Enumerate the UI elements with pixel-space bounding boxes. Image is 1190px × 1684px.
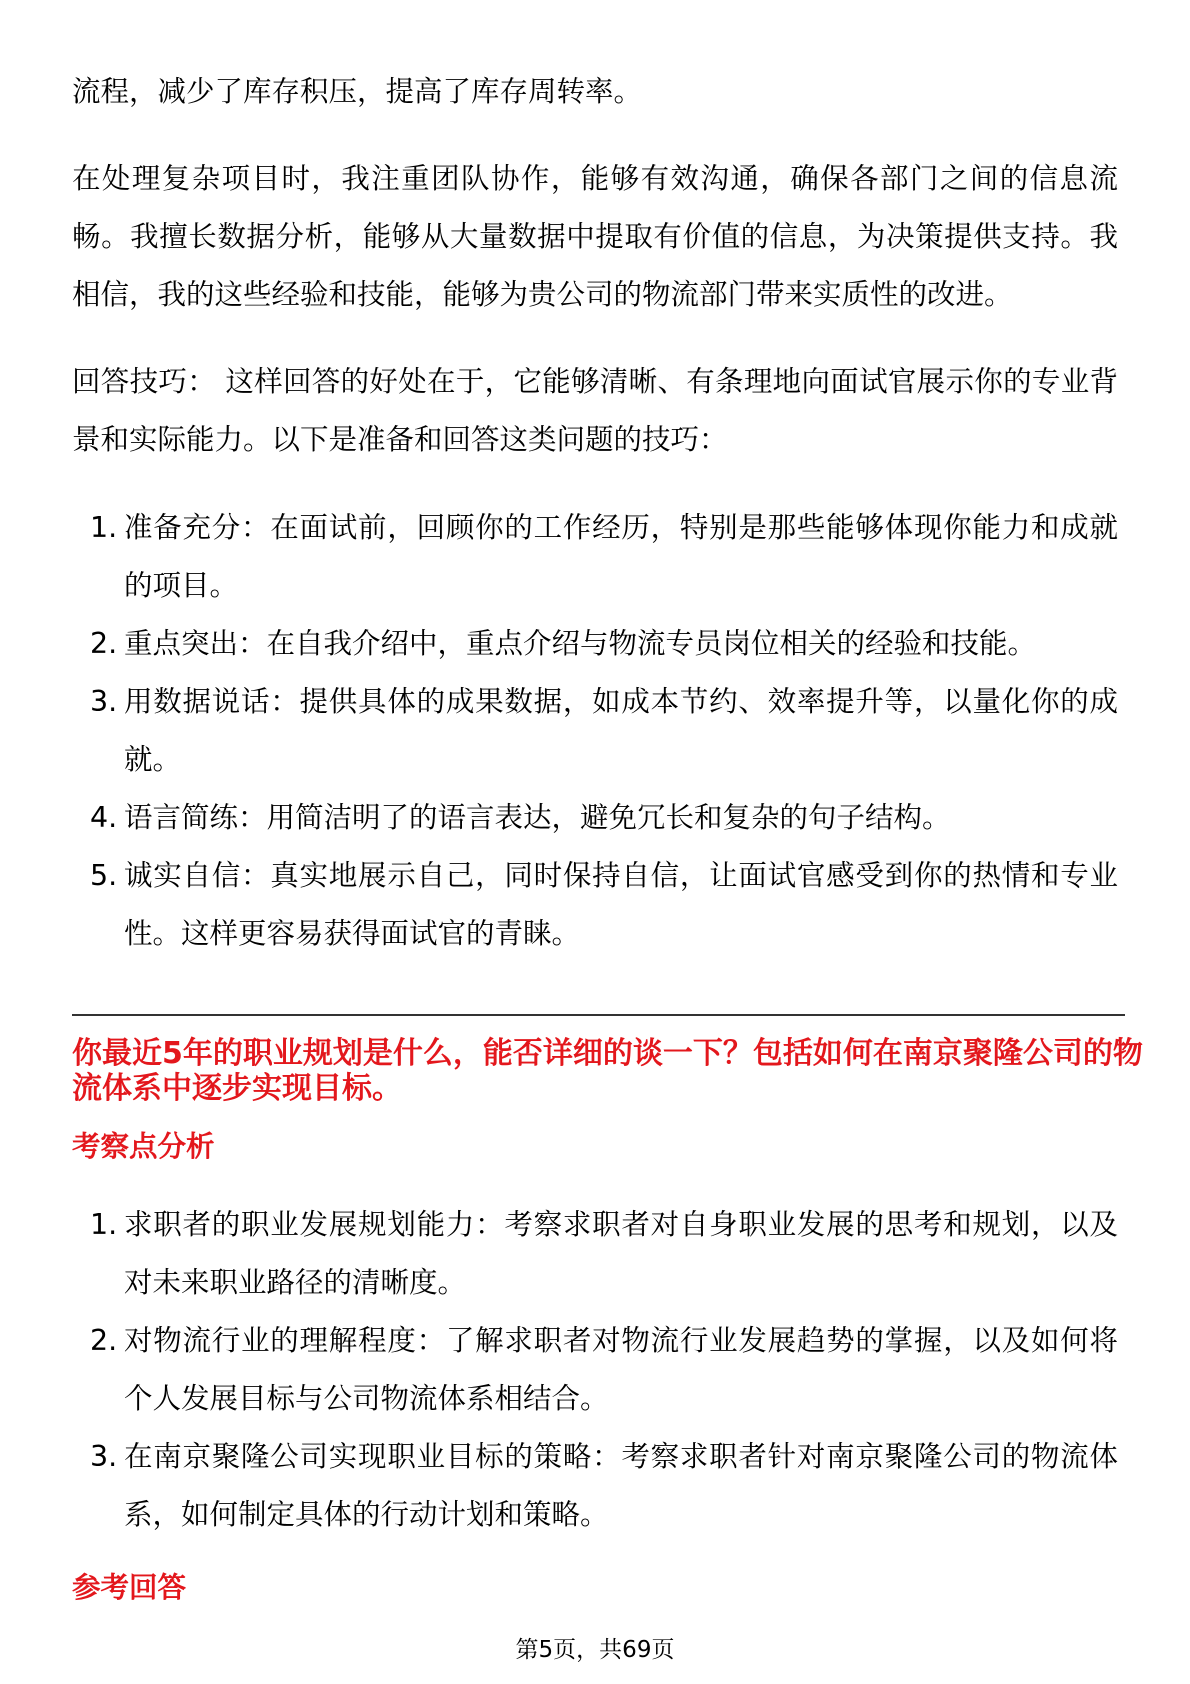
analysis-points-list — [90, 1196, 1118, 1544]
list-item — [90, 1428, 1118, 1544]
list-item-text — [124, 847, 1118, 963]
list-item-line: 的项目。 — [124, 569, 239, 602]
list-item-number: 5. — [90, 859, 118, 892]
list-item-line: 对物流行业的理解程度：了解求职者对物流行业发展趋势的掌握，以及如何将 — [124, 1324, 1118, 1357]
list-item-text — [124, 1196, 1118, 1312]
list-item-line: 求职者的职业发展规划能力：考察求职者对自身职业发展的思考和规划，以及 — [124, 1208, 1118, 1241]
list-item-text — [124, 499, 1118, 615]
list-item — [90, 673, 1118, 789]
list-item-line: 准备充分：在面试前，回顾你的工作经历，特别是那些能够体现你能力和成就 — [124, 511, 1118, 544]
list-item — [90, 789, 1118, 847]
paragraph-line: 畅。我擅长数据分析，能够从大量数据中提取有价值的信息，为决策提供支持。我 — [72, 220, 1118, 253]
analysis-heading: 考察点分析 — [72, 1130, 215, 1163]
list-item-line: 重点突出：在自我介绍中，重点介绍与物流专员岗位相关的经验和技能。 — [124, 627, 1037, 660]
paragraph-line: 回答技巧： 这样回答的好处在于，它能够清晰、有条理地向面试官展示你的专业背 — [72, 365, 1118, 398]
list-item-line: 诚实自信：真实地展示自己，同时保持自信，让面试官感受到你的热情和专业 — [124, 859, 1118, 892]
page-number: 第5页，共69页 — [515, 1637, 675, 1663]
list-item-text — [124, 673, 1118, 789]
list-item-number: 1. — [90, 511, 118, 544]
list-item-line: 性。这样更容易获得面试官的青睐。 — [124, 917, 581, 950]
list-item-number: 1. — [90, 1208, 118, 1241]
paragraph-line: 景和实际能力。以下是准备和回答这类问题的技巧： — [72, 423, 728, 456]
list-item — [90, 1196, 1118, 1312]
list-item-text — [124, 1312, 1118, 1428]
list-item-line: 个人发展目标与公司物流体系相结合。 — [124, 1382, 609, 1415]
list-item-text — [124, 789, 1118, 847]
list-item — [90, 615, 1118, 673]
list-item-line: 对未来职业路径的清晰度。 — [124, 1266, 467, 1299]
list-item-line: 语言简练：用简洁明了的语言表达，避免冗长和复杂的句子结构。 — [124, 801, 951, 834]
list-item-text — [124, 1428, 1118, 1544]
list-item-line: 系，如何制定具体的行动计划和策略。 — [124, 1498, 609, 1531]
tips-list — [90, 499, 1118, 963]
list-item-number: 4. — [90, 801, 118, 834]
list-item-number: 3. — [90, 685, 118, 718]
list-item — [90, 1312, 1118, 1428]
paragraph-line: 流程，减少了库存积压，提高了库存周转率。 — [72, 75, 643, 108]
section-divider — [72, 1014, 1125, 1016]
question-line: 你最近5年的职业规划是什么，能否详细的谈一下？包括如何在南京聚隆公司的物 — [72, 1036, 1143, 1071]
question-line: 流体系中逐步实现目标。 — [72, 1071, 402, 1106]
continued-paragraph — [72, 63, 1118, 121]
list-item-line: 就。 — [124, 743, 182, 776]
reference-answer-heading: 参考回答 — [72, 1571, 187, 1604]
list-item — [90, 499, 1118, 615]
question-heading — [72, 1036, 1143, 1106]
list-item — [90, 847, 1118, 963]
list-item-text — [124, 615, 1118, 673]
list-item-number: 2. — [90, 1324, 118, 1357]
paragraph-line: 在处理复杂项目时，我注重团队协作，能够有效沟通，确保各部门之间的信息流 — [72, 162, 1118, 195]
tips-intro-paragraph — [72, 353, 1118, 469]
list-item-number: 3. — [90, 1440, 118, 1473]
list-item-line: 用数据说话：提供具体的成果数据，如成本节约、效率提升等，以量化你的成 — [124, 685, 1118, 718]
paragraph-line: 相信，我的这些经验和技能，能够为贵公司的物流部门带来实质性的改进。 — [72, 278, 1013, 311]
work-summary-paragraph — [72, 150, 1118, 324]
list-item-line: 在南京聚隆公司实现职业目标的策略：考察求职者针对南京聚隆公司的物流体 — [124, 1440, 1118, 1473]
list-item-number: 2. — [90, 627, 118, 660]
